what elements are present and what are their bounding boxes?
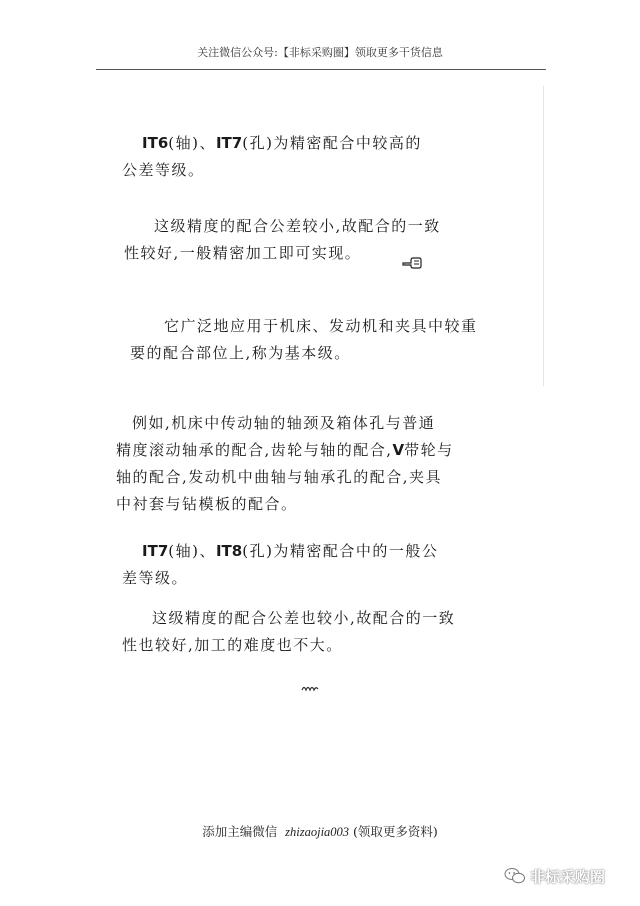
page-footer xyxy=(0,822,640,840)
scribble-mark-icon xyxy=(300,683,320,693)
paragraph-application xyxy=(130,313,500,367)
paragraph-line: 差等级。 xyxy=(122,569,189,587)
paragraph-line xyxy=(116,437,486,464)
paragraph-line xyxy=(122,538,492,565)
wechat-id: zhizaojia003 xyxy=(285,825,350,839)
paragraph-line: 中衬套与钻模板的配合。 xyxy=(116,495,298,513)
watermark-text: 非标采购圈 xyxy=(530,867,606,886)
header-divider xyxy=(96,69,546,70)
watermark xyxy=(504,866,605,886)
page-header: 关注微信公众号:【非标采购圈】领取更多干货信息 xyxy=(197,46,443,59)
text-span: (轴)、 xyxy=(168,542,216,560)
paragraph-line: 公差等级。 xyxy=(122,161,205,179)
tolerance-code: IT6 xyxy=(142,134,169,152)
paragraph-line: 要的配合部位上,称为基本级。 xyxy=(130,344,351,362)
footer-suffix: (领取更多资料) xyxy=(353,824,438,839)
paragraph-line: 这级精度的配合公差也较小,故配合的一致 xyxy=(152,609,456,627)
paragraph-line: 轴的配合,发动机中曲轴与轴承孔的配合,夹具 xyxy=(116,468,443,486)
paragraph-line: 性也较好,加工的难度也不大。 xyxy=(122,636,343,654)
text-span: (孔)为精密配合中较高的 xyxy=(242,134,422,152)
wechat-logo-icon xyxy=(504,867,526,885)
text-span: 精度滚动轴承的配合,齿轮与轴的配合, xyxy=(116,441,393,459)
paragraph-examples xyxy=(116,410,486,518)
paragraph-line: 例如,机床中传动轴的轴颈及箱体孔与普通 xyxy=(132,414,436,432)
text-span: 带轮与 xyxy=(404,441,454,459)
tolerance-code: IT8 xyxy=(215,542,243,560)
text-span: (轴)、 xyxy=(168,134,216,152)
footer-prefix: 添加主编微信 xyxy=(202,824,278,839)
paragraph-line: 这级精度的配合公差较小,故配合的一致 xyxy=(154,217,441,235)
paragraph-precision-2 xyxy=(122,605,492,659)
tolerance-code: IT7 xyxy=(215,134,243,152)
paragraph-line: 性较好,一般精密加工即可实现。 xyxy=(124,244,362,262)
paragraph-it7-it8 xyxy=(122,538,492,592)
pointing-hand-icon xyxy=(402,255,422,271)
belt-code: V xyxy=(392,441,405,459)
paragraph-line xyxy=(122,130,482,157)
text-span: (孔)为精密配合中的一般公 xyxy=(242,542,439,560)
paragraph-it6-it7 xyxy=(122,130,482,184)
side-divider xyxy=(543,86,544,386)
tolerance-code: IT7 xyxy=(142,542,169,560)
paragraph-line: 它广泛地应用于机床、发动机和夹具中较重 xyxy=(164,317,478,335)
